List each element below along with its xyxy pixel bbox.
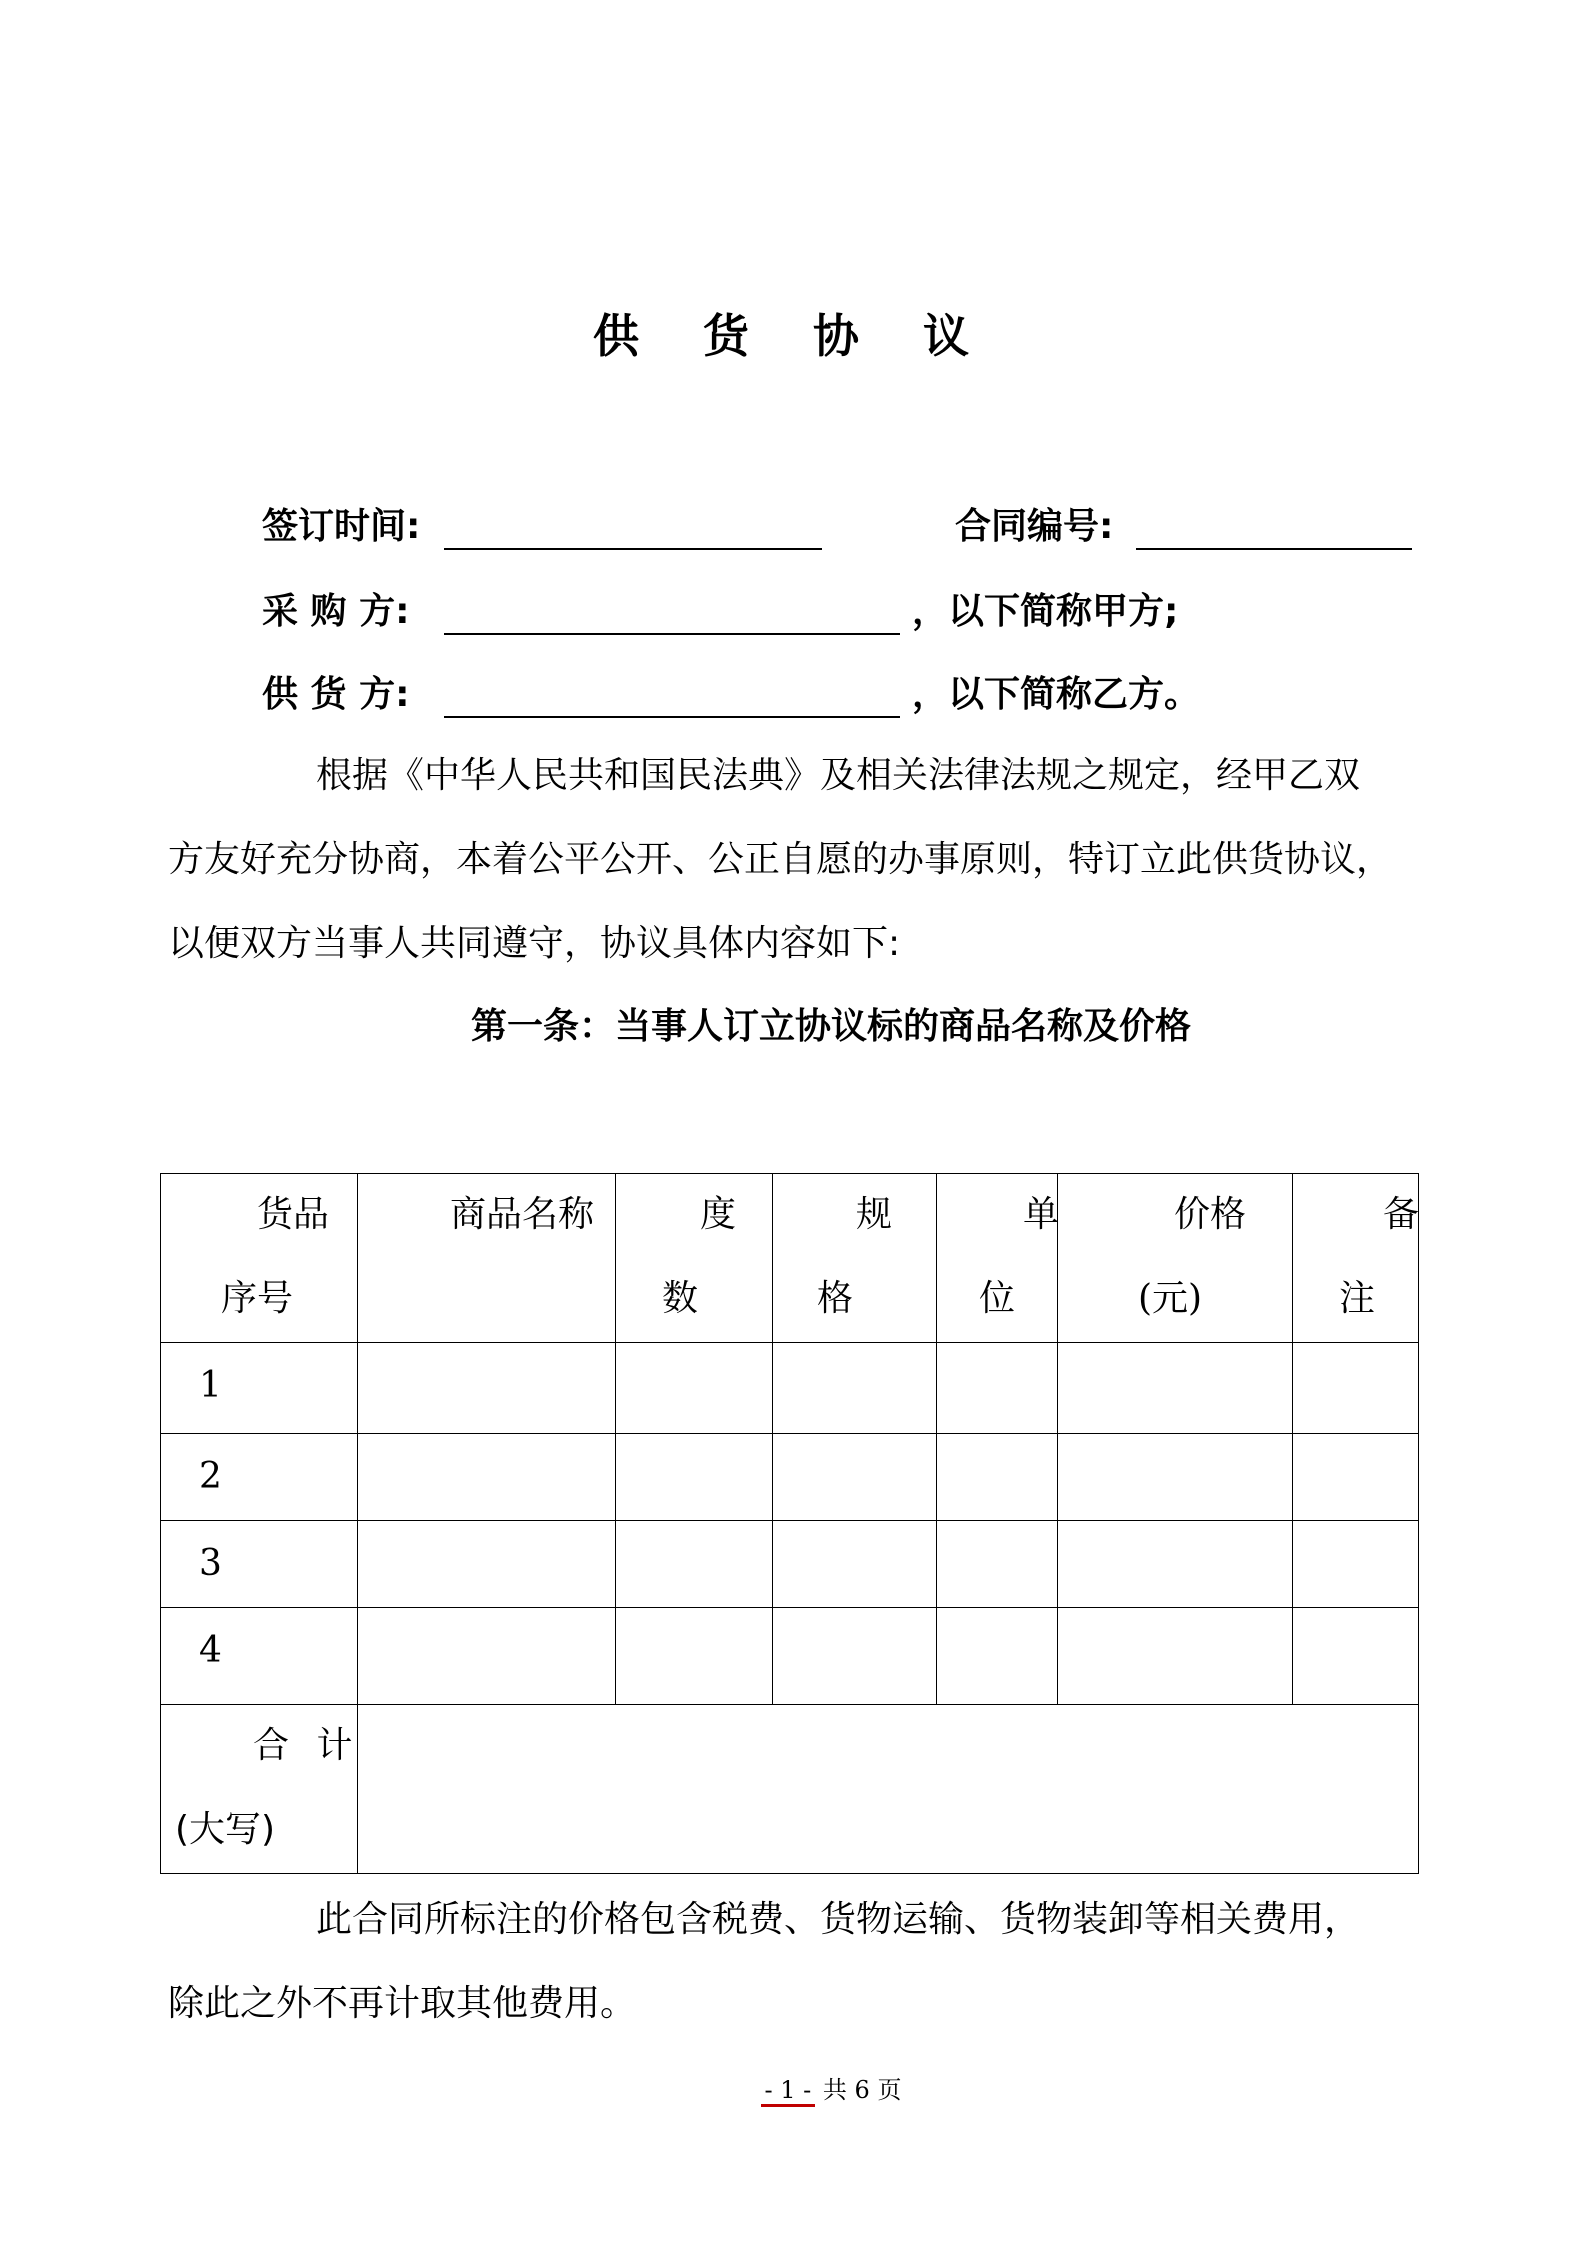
row-cell[interactable] [937,1343,1058,1434]
row-seq [161,1434,358,1521]
row-cell[interactable] [773,1608,937,1705]
row-cell[interactable] [773,1434,937,1521]
header-price-2: (元) [1138,1278,1203,1319]
page-footer [0,2070,1586,2105]
supplier-field[interactable] [444,716,900,718]
header-qty-1: 度 [700,1194,737,1235]
header-spec-1: 规 [856,1194,893,1235]
row-cell[interactable] [1293,1343,1419,1434]
total-label-cell [161,1705,361,1874]
goods-table [160,1173,1419,1874]
row-seq-value: 4 [199,1630,222,1671]
intro-paragraph [168,734,1408,986]
total-label-2: (大写) [175,1809,276,1850]
intro-line-3: 以便双方当事人共同遵守，协议具体内容如下: [168,923,901,964]
row-seq-value: 3 [199,1543,222,1584]
row-seq-value: 1 [199,1365,222,1406]
page-number: - 1 - [761,2076,816,2107]
header-note-1: 备 [1383,1194,1420,1235]
row-cell[interactable] [1058,1521,1293,1608]
header-name-text: 商品名称 [450,1194,595,1235]
contract-no-label: 合同编号: [955,506,1114,547]
document-title: 供 货 协 议 [592,309,994,363]
row-cell[interactable] [937,1521,1058,1608]
row-cell[interactable] [358,1343,616,1434]
sign-date-label: 签订时间: [262,506,421,547]
section-1-title: 第一条：当事人订立协议标的商品名称及价格 [470,1006,1191,1047]
row-seq [161,1343,358,1434]
header-seq [161,1174,358,1343]
header-seq-1: 货品 [257,1194,330,1235]
row-cell[interactable] [1058,1343,1293,1434]
closing-line-1: 此合同所标注的价格包含税费、货物运输、货物装卸等相关费用， [316,1899,1361,1940]
buyer-field[interactable] [444,633,900,635]
table-row [161,1343,1419,1434]
intro-line-2: 方友好充分协商，本着公平公开、公正自愿的办事原则，特订立此供货协议， [168,839,1393,880]
closing-line-2: 除此之外不再计取其他费用。 [168,1983,637,2024]
row-seq [161,1608,358,1705]
supplier-suffix: ，以下简称乙方。 [912,674,1201,715]
row-cell[interactable] [616,1521,773,1608]
row-cell[interactable] [358,1434,616,1521]
header-note-2: 注 [1339,1278,1376,1319]
row-seq [161,1521,358,1608]
row-cell[interactable] [616,1434,773,1521]
total-row [161,1705,1419,1874]
sign-date-field[interactable] [444,548,822,550]
row-cell[interactable] [1058,1608,1293,1705]
page-total: 共 6 页 [822,2076,902,2104]
row-cell[interactable] [937,1434,1058,1521]
header-spec-2: 格 [817,1278,854,1319]
header-qty-2: 数 [662,1278,699,1319]
intro-line-1: 根据《中华人民共和国民法典》及相关法律法规之规定，经甲乙双 [316,755,1361,796]
row-cell[interactable] [616,1343,773,1434]
header-name [358,1174,616,1343]
row-cell[interactable] [616,1608,773,1705]
header-price-1: 价格 [1174,1194,1247,1235]
row-cell[interactable] [1293,1434,1419,1521]
header-seq-2: 序号 [221,1278,294,1319]
header-spec [773,1174,937,1343]
header-unit-2: 位 [979,1278,1016,1319]
buyer-label: 采 购 方: [262,591,410,632]
row-cell[interactable] [358,1521,616,1608]
closing-paragraph [168,1878,1408,2046]
row-cell[interactable] [1293,1521,1419,1608]
row-cell[interactable] [1058,1434,1293,1521]
row-cell[interactable] [358,1608,616,1705]
contract-no-field[interactable] [1136,548,1412,550]
header-unit-1: 单 [1023,1194,1060,1235]
buyer-suffix: ，以下简称甲方; [912,591,1179,632]
supplier-label: 供 货 方: [262,674,410,715]
row-cell[interactable] [773,1521,937,1608]
table-row [161,1521,1419,1608]
row-cell[interactable] [937,1608,1058,1705]
total-label-1: 合 计 [253,1725,361,1766]
total-amount-field[interactable] [358,1705,1419,1874]
row-seq-value: 2 [199,1456,222,1497]
table-row [161,1434,1419,1521]
row-cell[interactable] [773,1343,937,1434]
table-header-row [161,1174,1419,1343]
header-qty [616,1174,773,1343]
table-row [161,1608,1419,1705]
header-unit [937,1174,1058,1343]
header-price [1058,1174,1293,1343]
row-cell[interactable] [1293,1608,1419,1705]
header-note [1293,1174,1419,1343]
